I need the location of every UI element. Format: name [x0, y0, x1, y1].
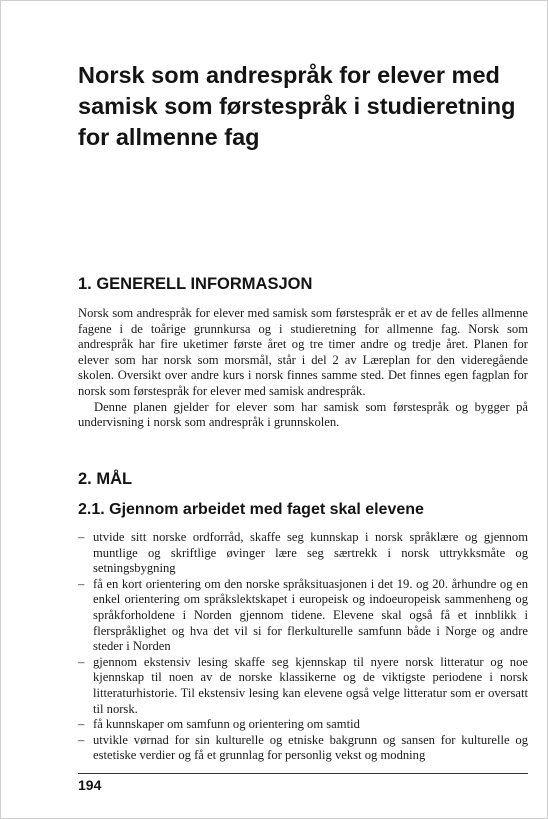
goals-list	[78, 530, 528, 764]
list-item-text: få kunnskaper om samfunn og orientering om samtid	[93, 717, 360, 732]
list-item-text: få en kort orientering om den norske språksituasjonen i det 19. og 20. århundre og en enkel orientering om språkslektskapet i europeisk og indoeuropeisk sammenheng og språkforholdene i Norden gjennom tidene. Elevene skal også få et innblikk i flerspråklighet og hva det vil si for flerkulturelle samfunn både i Norge og andre steder i Norden	[93, 576, 528, 654]
page-number: 194	[78, 777, 102, 793]
section-body-general-information	[78, 306, 528, 431]
page-title: Norsk som andrespråk for elever med samisk som førstespråk i studieretning for allmenne fag	[78, 62, 516, 150]
list-item	[78, 530, 528, 577]
list-item-text: utvide sitt norske ordforråd, skaffe seg kunnskap i norsk språklære og gjennom muntlige og skriftlige øvinger lære seg særtrekk i norsk uttrykksmåte og setningsbygning	[93, 530, 528, 576]
list-item	[78, 733, 528, 764]
list-item	[78, 655, 528, 717]
paragraph-course-overview: Norsk som andrespråk for elever med samisk som førstespråk er et av de felles allmenne fagene i de toårige grunnkursa og i studieretning for allmenne fag. Norsk som andrespråk har fire uketimer første året og tre timer andre og tredje året. Planen for elever som har norsk som morsmål, står i del 2 av Læreplan for den videregående skolen. Oversikt over andre kurs i norsk finnes samme sted. Det finnes egen fagplan for norsk som førstespråk for elever med samisk andrespråk.	[78, 306, 528, 398]
section-heading-general-information: 1. GENERELL INFORMASJON	[78, 275, 313, 293]
footer-divider	[78, 773, 528, 774]
dash-bullet: –	[78, 732, 85, 747]
section-heading-goals: 2. MÅL	[78, 470, 133, 488]
dash-bullet: –	[78, 717, 85, 732]
subsection-heading-goals: 2.1. Gjennom arbeidet med faget skal elevene	[78, 501, 424, 518]
dash-bullet: –	[78, 654, 85, 669]
paragraph-plan-scope: Denne planen gjelder for elever som har samisk som førstespråk og bygger på undervisning i norsk som andrespråk i grunnskolen.	[78, 399, 528, 430]
list-item-text: utvikle vørnad for sin kulturelle og etniske bakgrunn og sansen for kulturelle og estetiske verdier og få et grunnlag for personlig vekst og modning	[93, 732, 528, 763]
list-item-text: gjennom ekstensiv lesing skaffe seg kjennskap til nyere norsk litteratur og noe kjennskap til noen av de norske klassikerne og de viktigste periodene i norsk litteraturhistorie. Til ekstensiv lesing kan elevene også velge litteratur som er oversatt til norsk.	[93, 654, 528, 716]
dash-bullet: –	[78, 576, 85, 591]
dash-bullet: –	[78, 530, 85, 544]
list-item	[78, 577, 528, 655]
list-item	[78, 717, 528, 733]
